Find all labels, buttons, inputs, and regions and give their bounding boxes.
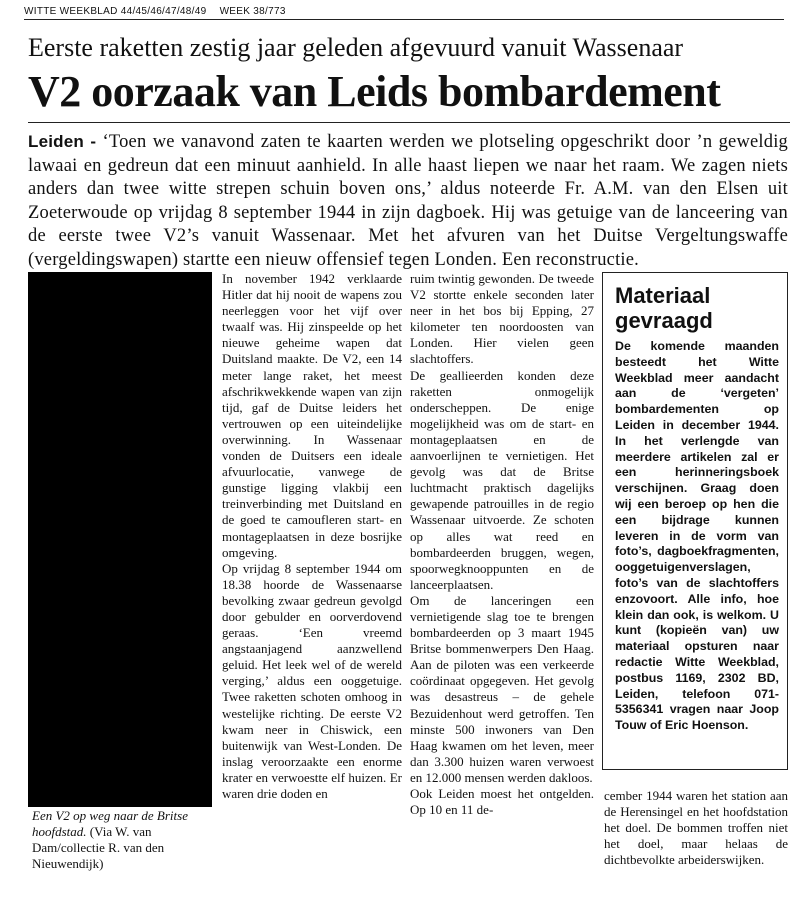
caption-credit: (Via W. van Dam/collectie R. van den Nieuwendijk) [32, 824, 165, 871]
publication-name: WITTE WEEKBLAD 44/45/46/47/48/49 [24, 6, 207, 17]
v2-rocket-photo [28, 272, 212, 807]
headline-divider [28, 122, 790, 123]
column-paragraph: cember 1944 waren het station aan de Herensingel en het hoofdstation het doel. De bommen troffen niet het doel, maar helaas de dichtbevolkte arbeiderswijken. [604, 788, 788, 868]
article-intro [28, 130, 788, 272]
dateline: Leiden - [28, 132, 97, 151]
column-paragraph: De geallieerden konden deze raketten onmogelijk onderscheppen. De enige mogelijkheid was om de start- en montageplaatsen en de aanvoerlijnen te vernietigen. Het gevolg was dat de Britse luchtmacht praktisch dagelijks gewapende patrouilles in de regio Wassenaar uitvoerde. Ze schoten op alles wat reed en bombardeerden bruggen, wegen, spoorwegknooppunten en de lanceerplaatsen. [410, 367, 594, 592]
intro-text: ‘Toen we vanavond zaten te kaarten werden we plotseling opgeschrikt door ’n geweldig lawaai en gedreun dat een minuut aanhield. In alle haast liepen we naar het raam. We zagen niets anders dan twee witte strepen schuin boven ons,’ aldus noteerde Fr. A.M. van den Elsen uit Zoeterwoude op vrijdag 8 september 1944 in zijn dagboek. Hij was getuige van de lanceering van de eerste twee V2’s vanuit Wassenaar. Met het afvuren van het Duitse Vergeltungswaffe (vergeldingswapen) startte een nieuw offensief tegen Londen. Een reconstructie. [28, 132, 788, 270]
article-headline: V2 oorzaak van Leids bombardement [28, 67, 721, 116]
column-paragraph: In november 1942 verklaarde Hitler dat hij nooit de wapens zou neerleggen voor het vijf over twaalf was. Hij zinspeelde op het nieuwe geheime wapen dat Duitsland maakte. De V2, een 14 meter lange raket, het meest afschrikwekkende wapen van zijn tijd, gaf de Duitse leiders het vertrouwen op een uiteindelijke overwinning. In Wassenaar vonden de Duitsers een ideale afvuurlocatie, vanwege de gunstige ligging vlakbij een treinverbinding met Duitsland en de goed te camoufleren start- en montageplaatsen in deze bosrijke omgeving. [222, 271, 402, 560]
box-title: Materiaal gevraagd [615, 283, 713, 333]
week-number: WEEK 38/773 [219, 6, 286, 17]
material-request-box [602, 272, 788, 770]
article-kicker: Eerste raketten zestig jaar geleden afgevuurd vanuit Wassenaar [28, 33, 684, 62]
article-column-2 [410, 271, 594, 818]
caption-text: Een V2 op weg naar de Britse hoofdstad. [32, 808, 188, 839]
article-column-1 [222, 271, 402, 802]
box-body: De komende maanden besteedt het Witte Weekblad meer aandacht aan de ‘vergeten’ bombardementen op Leiden in december 1944. In het verlengde van meerdere artikelen zal er een herinneringsboek verschijnen. Graag doen wij een beroep op hen die een bijdrage kunnen leveren in de vorm van foto’s, dagboekfragmenten, ooggetuigenverslagen, foto’s van de slachtoffers enzovoort. Alle info, hoe klein dan ook, is welkom. U kunt (kopieën van) uw materiaal opsturen naar redactie Witte Weekblad, postbus 1169, 2302 BD, Leiden, telefoon 071-5356341 vragen naar Joop Touw of Eric Hoenson. [615, 339, 779, 733]
column-paragraph: Op vrijdag 8 september 1944 om 18.38 hoorde de Wassenaarse bevolking zwaar gedreun gevolgd door gebulder en oorverdovend geraas. ‘Een vreemd angstaanjagend aanzwellend geluid. Het leek wel of de wereld verging,’ aldus een ooggetuige. Twee raketten schoten omhoog in westelijke richting. De eerste V2 kwam neer in Chiswick, een buitenwijk van West-Londen. De inslag veroorzaakte een enorme krater en verwoestte elf huizen. Er waren drie doden en [222, 560, 402, 801]
column-paragraph: ruim twintig gewonden. De tweede V2 stortte enkele seconden later neer in het bos bij Epping, 27 kilometer ten noordoosten van Londen. Hier vielen geen slachtoffers. [410, 271, 594, 367]
column-paragraph: Ook Leiden moest het ontgelden. Op 10 en 11 de- [410, 786, 594, 818]
photo-caption [32, 808, 210, 872]
column-paragraph: Om de lanceringen een vernietigende slag toe te brengen bombardeerden op 3 maart 1945 Britse bommenwerpers Den Haag. Aan de piloten was een verkeerde coördinaat opgegeven. Het gevolg was desastreus – de gehele Bezuidenhout werd getroffen. Ten minste 500 inwoners van Den Haag kwamen om het leven, meer dan 3.300 huizen waren verwoest en 12.000 mensen werden dakloos. [410, 592, 594, 785]
article-column-3 [604, 788, 788, 868]
page-header [24, 6, 784, 20]
